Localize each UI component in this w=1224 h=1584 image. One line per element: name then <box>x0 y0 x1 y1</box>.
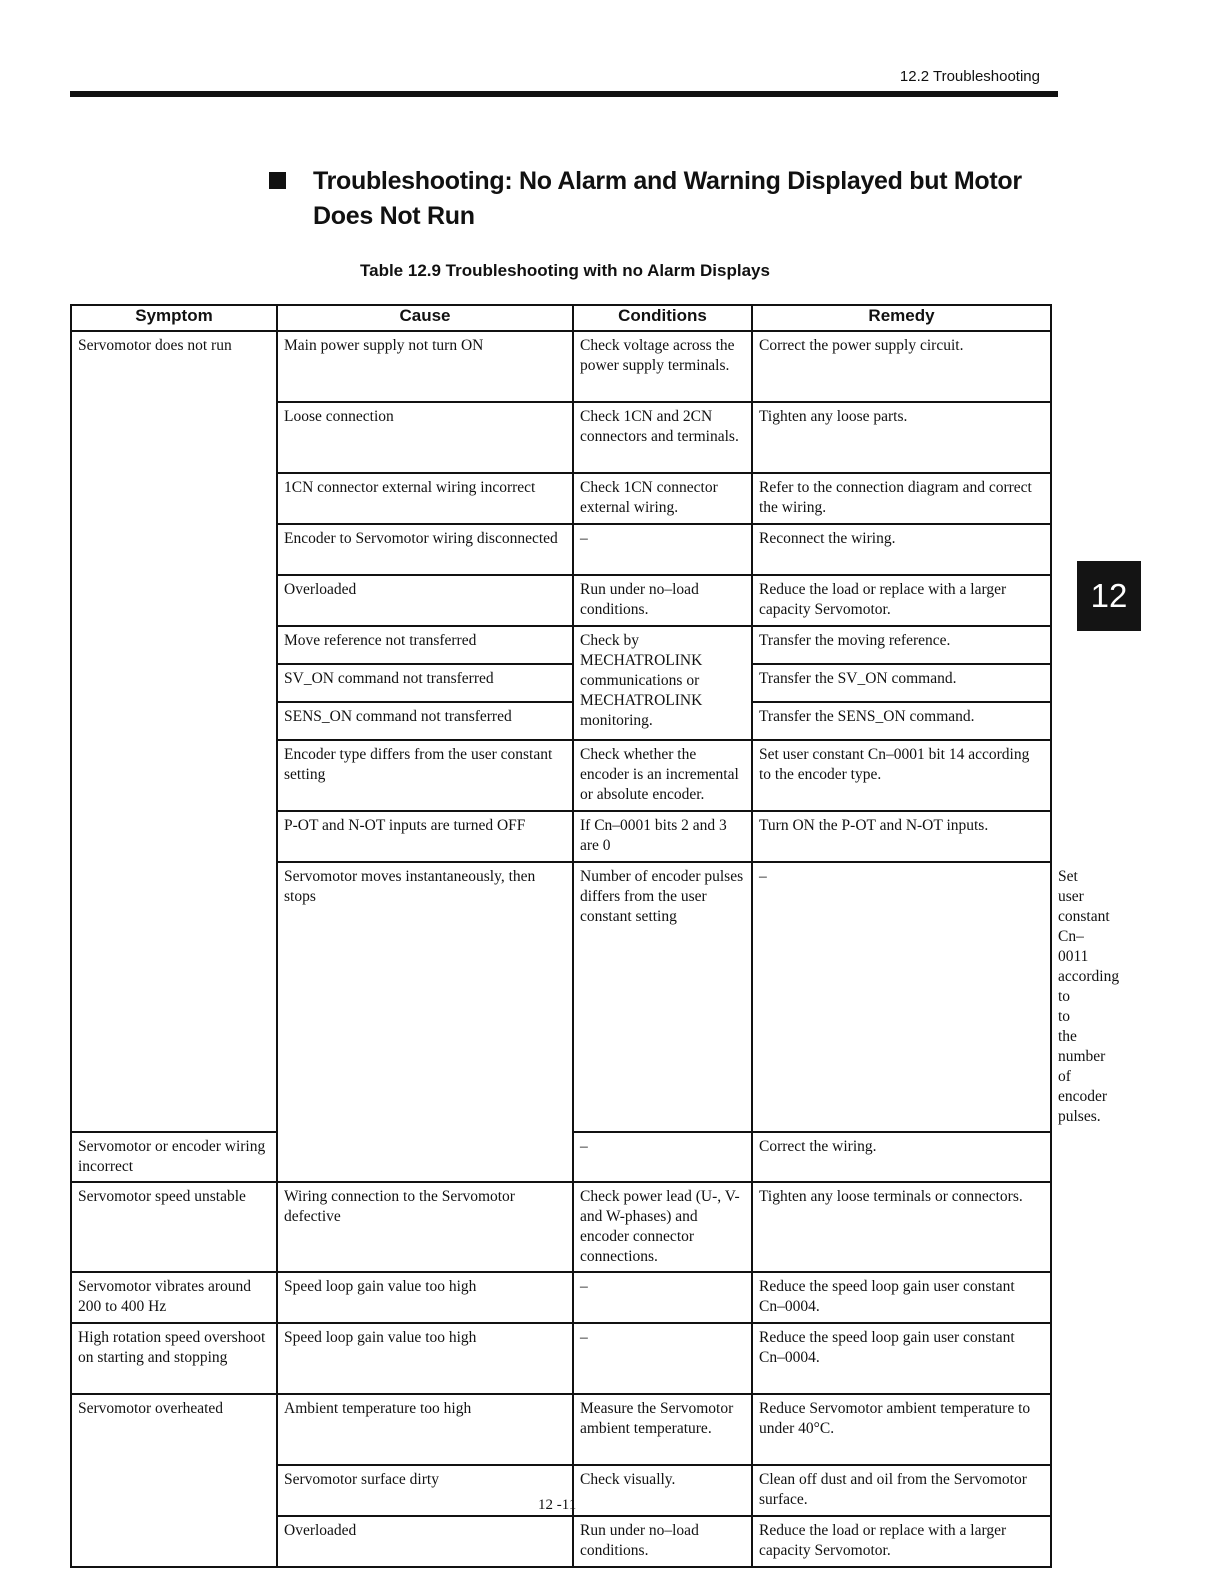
remedy-cell: Reduce Servomotor ambient temperature to under 40°C. <box>752 1394 1051 1465</box>
cause-cell: Wiring connection to the Servomotor defective <box>277 1182 573 1272</box>
condition-cell: Check 1CN connector external wiring. <box>573 473 752 524</box>
cause-cell: Servomotor or encoder wiring incorrect <box>71 1132 277 1182</box>
table-row <box>71 331 1051 402</box>
remedy-cell: Reduce the load or replace with a larger capacity Servomotor. <box>752 1516 1051 1567</box>
header-conditions: Conditions <box>573 305 752 331</box>
remedy-cell: Refer to the connection diagram and correct the wiring. <box>752 473 1051 524</box>
cause-cell: SV_ON command not transferred <box>277 664 573 702</box>
table-row: Servomotor moves instantaneously, then stops Number of encoder pulses differs from the user constant setting – Set user constant Cn–0011 according to to the number of encoder pulses. <box>71 862 1051 1132</box>
remedy-cell: Transfer the SENS_ON command. <box>752 702 1051 740</box>
symptom-cell: High rotation speed overshoot on starting and stopping <box>71 1323 277 1394</box>
cause-cell: Move reference not transferred <box>277 626 573 664</box>
condition-cell: – <box>752 862 1051 1132</box>
remedy-cell: Tighten any loose parts. <box>752 402 1051 473</box>
header-remedy: Remedy <box>752 305 1051 331</box>
table-row <box>71 1272 1051 1323</box>
cause-cell: Encoder to Servomotor wiring disconnected <box>277 524 573 575</box>
section-heading: Troubleshooting: No Alarm and Warning Displayed but Motor Does Not Run <box>313 167 1022 230</box>
condition-cell: – <box>573 1272 752 1323</box>
condition-cell: – <box>573 524 752 575</box>
remedy-cell: Tighten any loose terminals or connectors. <box>752 1182 1051 1272</box>
remedy-cell: Reduce the load or replace with a larger capacity Servomotor. <box>752 575 1051 626</box>
remedy-cell: Correct the wiring. <box>752 1132 1051 1182</box>
remedy-cell: Reduce the speed loop gain user constant Cn–0004. <box>752 1323 1051 1394</box>
cause-cell: Servomotor surface dirty <box>277 1465 573 1516</box>
symptom-cell: Servomotor does not run <box>71 331 277 1132</box>
condition-cell: Measure the Servomotor ambient temperature. <box>573 1394 752 1465</box>
cause-cell: P-OT and N-OT inputs are turned OFF <box>277 811 573 862</box>
header-rule <box>70 91 1058 97</box>
cause-cell: Encoder type differs from the user constant setting <box>277 740 573 811</box>
running-header: 12.2 Troubleshooting <box>899 68 1040 85</box>
remedy-cell: Correct the power supply circuit. <box>752 331 1051 402</box>
condition-cell: Check whether the encoder is an incremental or absolute encoder. <box>573 740 752 811</box>
table-row <box>71 1182 1051 1272</box>
remedy-cell: Transfer the moving reference. <box>752 626 1051 664</box>
cause-cell: Speed loop gain value too high <box>277 1272 573 1323</box>
cause-cell: 1CN connector external wiring incorrect <box>277 473 573 524</box>
cause-cell: Overloaded <box>277 1516 573 1567</box>
table-header-row <box>71 305 1051 331</box>
page-number: 12 -11 <box>538 1497 577 1513</box>
header-symptom: Symptom <box>71 305 277 331</box>
cause-cell: Speed loop gain value too high <box>277 1323 573 1394</box>
remedy-cell: Set user constant Cn–0001 bit 14 according to the encoder type. <box>752 740 1051 811</box>
table-caption: Table 12.9 Troubleshooting with no Alarm Displays <box>360 261 770 280</box>
symptom-cell: Servomotor moves instantaneously, then stops <box>277 862 573 1182</box>
symptom-cell: Servomotor speed unstable <box>71 1182 277 1272</box>
cause-cell: SENS_ON command not transferred <box>277 702 573 740</box>
symptom-cell: Servomotor vibrates around 200 to 400 Hz <box>71 1272 277 1323</box>
cause-cell: Ambient temperature too high <box>277 1394 573 1465</box>
chapter-tab: 12 <box>1077 561 1141 631</box>
square-bullet-icon <box>269 172 286 189</box>
remedy-cell: Reconnect the wiring. <box>752 524 1051 575</box>
condition-cell: Check visually. <box>573 1465 752 1516</box>
remedy-cell: Transfer the SV_ON command. <box>752 664 1051 702</box>
condition-cell: If Cn–0001 bits 2 and 3 are 0 <box>573 811 752 862</box>
condition-cell: Check voltage across the power supply terminals. <box>573 331 752 402</box>
condition-cell: – <box>573 1132 752 1182</box>
cause-cell: Overloaded <box>277 575 573 626</box>
header-cause: Cause <box>277 305 573 331</box>
condition-cell: Check power lead (U-, V- and W-phases) and encoder connector connections. <box>573 1182 752 1272</box>
condition-cell: Check by MECHATROLINK communications or MECHATROLINK monitoring. <box>573 626 752 740</box>
condition-cell: – <box>573 1323 752 1394</box>
table-row <box>71 1323 1051 1394</box>
table-row <box>71 1394 1051 1465</box>
cause-cell: Number of encoder pulses differs from the user constant setting <box>573 862 752 1132</box>
condition-cell: Run under no–load conditions. <box>573 1516 752 1567</box>
cause-cell: Main power supply not turn ON <box>277 331 573 402</box>
remedy-cell: Reduce the speed loop gain user constant Cn–0004. <box>752 1272 1051 1323</box>
cause-cell: Loose connection <box>277 402 573 473</box>
remedy-cell: Clean off dust and oil from the Servomotor surface. <box>752 1465 1051 1516</box>
symptom-cell: Servomotor overheated <box>71 1394 277 1567</box>
remedy-cell: Turn ON the P-OT and N-OT inputs. <box>752 811 1051 862</box>
condition-cell: Run under no–load conditions. <box>573 575 752 626</box>
condition-cell: Check 1CN and 2CN connectors and terminals. <box>573 402 752 473</box>
